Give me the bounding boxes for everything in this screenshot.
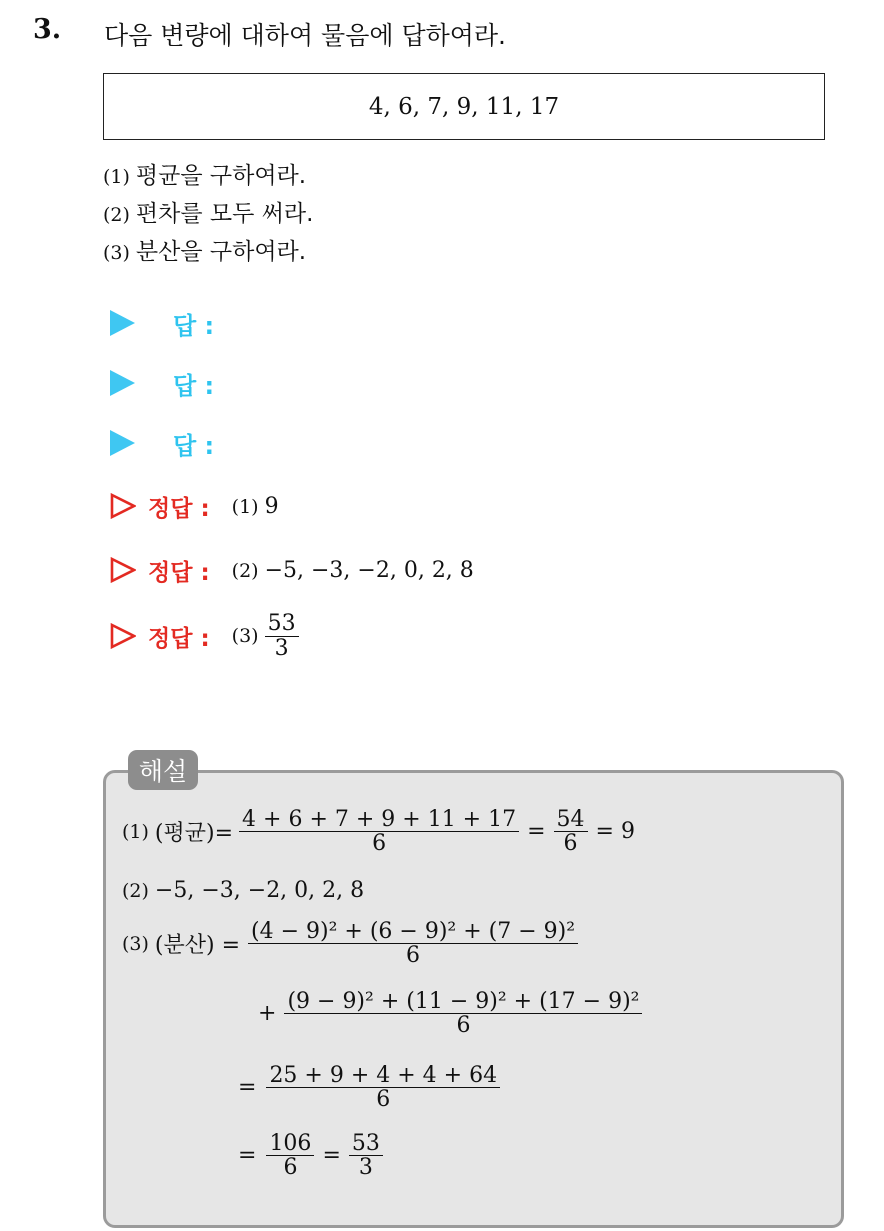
- data-box: [103, 73, 825, 140]
- key-text: 9: [264, 493, 279, 519]
- deviations: −5, −3, −2, 0, 2, 8: [154, 878, 365, 903]
- plus-sign: +: [258, 1001, 277, 1027]
- fraction: [554, 808, 588, 855]
- answer-label: 답 :: [173, 371, 215, 400]
- answer-label: 답 :: [173, 311, 215, 340]
- play-arrow-icon: [110, 370, 135, 396]
- fraction-denominator: 3: [358, 1155, 373, 1181]
- solution-line-2: [122, 878, 364, 903]
- equals-sign: =: [238, 1075, 257, 1101]
- key-label: 정답 :: [148, 559, 210, 586]
- fraction-denominator: 6: [376, 1087, 391, 1113]
- answer-field-2[interactable]: [110, 366, 214, 400]
- key-label: 정답 :: [148, 625, 210, 652]
- question-2: [103, 195, 313, 228]
- key-text: −5, −3, −2, 0, 2, 8: [264, 557, 474, 583]
- fraction: [265, 612, 299, 659]
- fraction-denominator: 3: [274, 635, 289, 661]
- solution-line-5: [238, 1064, 500, 1111]
- fraction: [349, 1132, 383, 1179]
- key-answer-1: [110, 486, 279, 526]
- key-answer-2: [110, 550, 474, 590]
- outline-triangle-icon: [110, 557, 136, 583]
- fraction-numerator: 54: [554, 808, 588, 832]
- fraction-numerator: 53: [265, 612, 299, 636]
- fraction: [266, 1064, 500, 1111]
- data-values: 4, 6, 7, 9, 11, 17: [368, 93, 560, 120]
- key-answer-3: [110, 606, 299, 666]
- mean-result: = 9: [595, 819, 635, 845]
- fraction: [266, 1132, 314, 1179]
- question-2-number: (2): [103, 204, 130, 226]
- solution-tag: 해설: [128, 750, 198, 790]
- problem-stem: 다음 변량에 대하여 물음에 답하여라.: [104, 21, 506, 50]
- key-value-1: [232, 494, 279, 519]
- key-value-3: [232, 612, 299, 659]
- outline-triangle-icon: [110, 493, 136, 519]
- problem-number: 3.: [33, 14, 62, 45]
- fraction-numerator: 53: [349, 1132, 383, 1156]
- question-1: [103, 157, 306, 190]
- question-3: [103, 233, 306, 266]
- fraction-denominator: 6: [283, 1155, 298, 1181]
- fraction: [284, 990, 642, 1037]
- solution-number: (2): [122, 879, 149, 902]
- question-3-text: 분산을 구하여라.: [135, 239, 307, 265]
- fraction: [239, 808, 519, 855]
- fraction-denominator: 6: [406, 943, 421, 969]
- fraction: [248, 920, 578, 967]
- variance-lhs: (분산) =: [154, 933, 241, 959]
- answer-field-1[interactable]: [110, 306, 214, 340]
- key-number: (1): [231, 495, 259, 518]
- equals-sign: =: [527, 819, 546, 845]
- play-arrow-icon: [110, 310, 135, 336]
- mean-lhs: (평균)=: [154, 821, 234, 847]
- solution-line-3: [122, 920, 578, 967]
- fraction-numerator: 25 + 9 + 4 + 4 + 64: [266, 1064, 500, 1088]
- key-number: (2): [231, 559, 259, 582]
- question-2-text: 편차를 모두 써라.: [135, 201, 314, 227]
- solution-number: (1): [122, 820, 149, 843]
- solution-line-6: [238, 1132, 383, 1179]
- equals-sign: =: [238, 1143, 257, 1169]
- key-label: 정답 :: [148, 495, 210, 522]
- outline-triangle-icon: [110, 623, 136, 649]
- fraction-numerator: 4 + 6 + 7 + 9 + 11 + 17: [239, 808, 519, 832]
- solution-number: (3): [122, 932, 149, 955]
- fraction-numerator: 106: [266, 1132, 314, 1156]
- solution-line-4: [258, 990, 642, 1037]
- key-number: (3): [231, 625, 259, 647]
- question-1-number: (1): [103, 166, 130, 188]
- solution-line-1: [122, 808, 635, 855]
- answer-field-3[interactable]: [110, 426, 214, 460]
- fraction-denominator: 6: [563, 831, 578, 857]
- equals-sign: =: [322, 1143, 341, 1169]
- question-3-number: (3): [103, 242, 130, 264]
- fraction-denominator: 6: [372, 831, 387, 857]
- key-value-2: [232, 558, 474, 583]
- answer-label: 답 :: [173, 431, 215, 460]
- fraction-denominator: 6: [456, 1013, 471, 1039]
- fraction-numerator: (9 − 9)² + (11 − 9)² + (17 − 9)²: [284, 990, 642, 1014]
- question-1-text: 평균을 구하여라.: [135, 163, 307, 189]
- fraction-numerator: (4 − 9)² + (6 − 9)² + (7 − 9)²: [248, 920, 578, 944]
- play-arrow-icon: [110, 430, 135, 456]
